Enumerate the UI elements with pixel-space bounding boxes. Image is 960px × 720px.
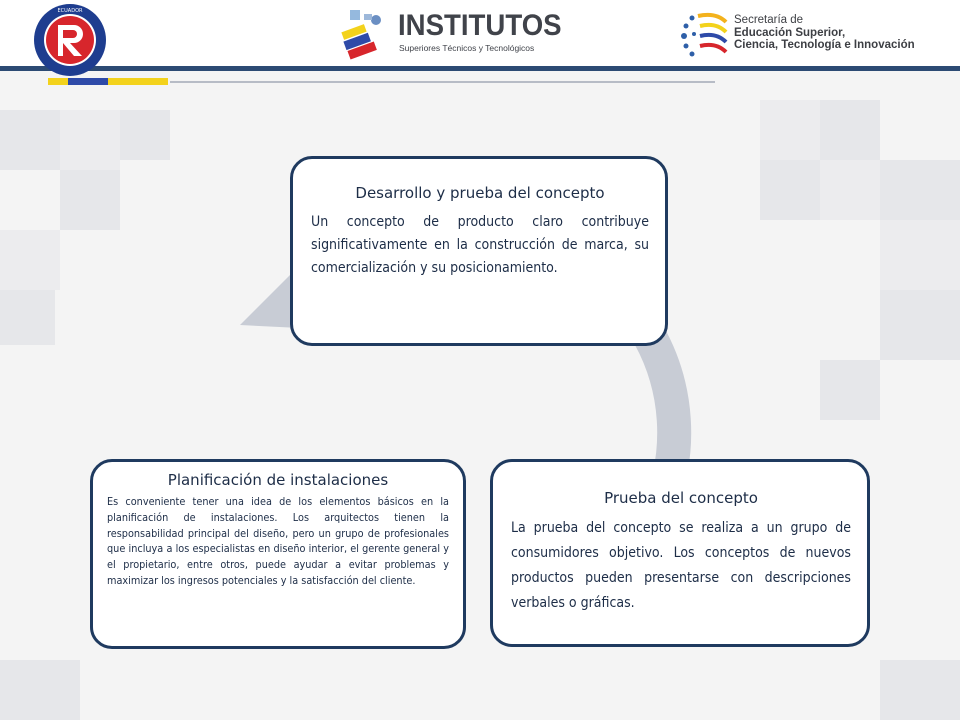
secretaria-line-3: Ciencia, Tecnología e Innovación	[734, 39, 915, 51]
senescyt-logo	[676, 6, 936, 64]
box-body: La prueba del concepto se realiza a un grupo de consumidores objetivo. Los conceptos de nuevos productos pueden presentarse con descripciones verbales o gráficas.	[511, 520, 851, 611]
concept-test-box	[490, 459, 870, 647]
box-body: Es conveniente tener una idea de los elementos básicos en la planificación de instalaciones. Los arquitectos tienen la responsabilidad principal del diseño, pero un grupo de profesionales que incluya a los especialistas en diseño interior, el gerente general y el propietario, entre otros, puede ayudar a evitar problemas y maximizar los ingresos potenciales y la satisfacción del cliente.	[107, 495, 449, 587]
secretaria-line-1: Secretaría de	[734, 14, 804, 26]
concept-development-box	[290, 156, 668, 346]
institute-seal-logo	[30, 3, 110, 77]
institutos-logo	[336, 6, 562, 66]
box-title: Prueba del concepto	[604, 489, 758, 507]
institutos-title: INSTITUTOS	[398, 9, 562, 42]
flag-stripe-yellow-2	[108, 78, 168, 85]
box-title: Desarrollo y prueba del concepto	[355, 184, 605, 202]
flag-stripe-yellow	[48, 78, 68, 85]
secretaria-line-2: Educación Superior,	[734, 26, 846, 39]
svg-text:ECUADOR: ECUADOR	[57, 8, 83, 14]
flag-stripe-blue	[68, 78, 108, 85]
box-body: Un concepto de producto claro contribuye significativamente en la construcción de marca, su comercialización y su posicionamiento.	[311, 214, 649, 276]
header-divider	[0, 66, 960, 71]
header-thin-rule	[170, 81, 715, 83]
box-title: Planificación de instalaciones	[167, 471, 389, 489]
facilities-planning-box	[90, 459, 466, 649]
institutos-subtitle: Superiores Técnicos y Tecnológicos	[399, 43, 535, 53]
